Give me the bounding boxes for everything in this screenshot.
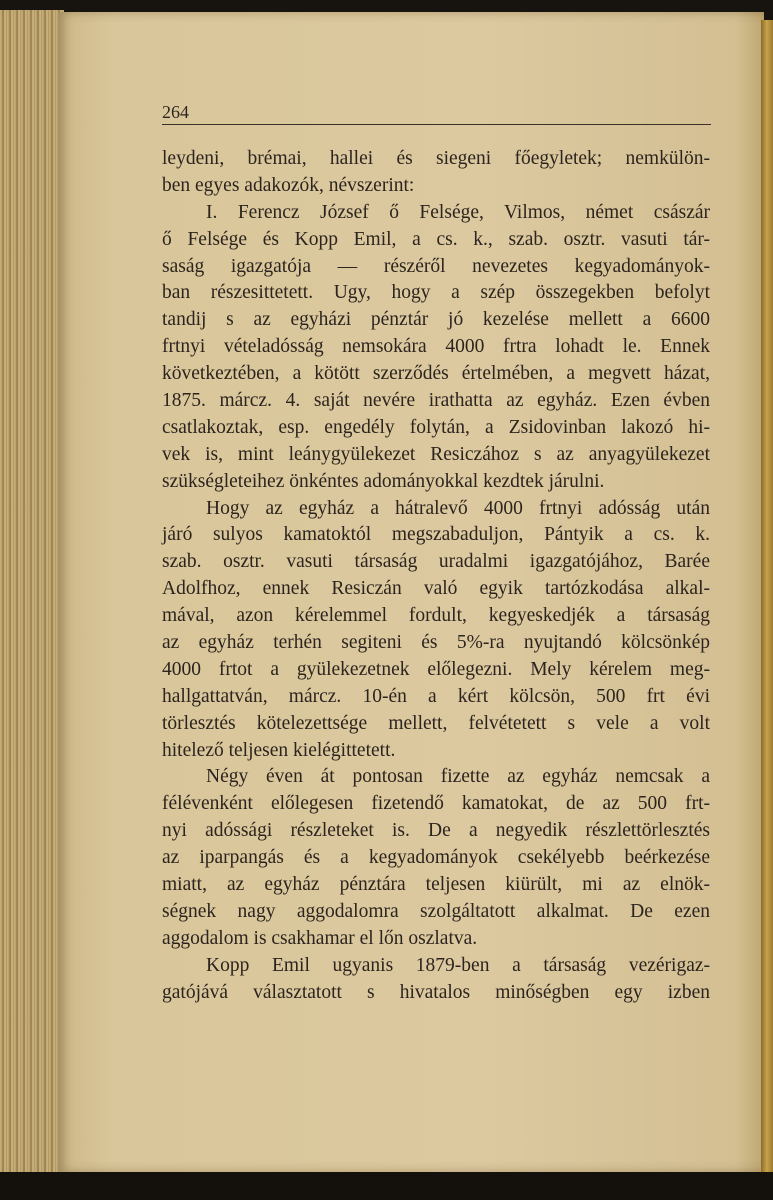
text-line: félévenként előlegesen fizetendő kamatokat, de az 500 frt-	[162, 793, 710, 815]
text-line: leydeni, brémai, hallei és siegeni főegyletek; nemkülön-	[162, 148, 710, 169]
text-line: ségnek nagy aggodalomra szolgáltatott alkalmat. De ezen	[162, 900, 710, 922]
text-line: járó sulyos kamatoktól megszabaduljon, Pántyik a cs. k.	[162, 524, 710, 546]
book-page-edges	[0, 10, 64, 1180]
bottom-background	[0, 1172, 773, 1200]
text-line: vek is, mint leánygyülekezet Resiczához s az anyagyülekezet	[162, 443, 710, 465]
text-line: nyi adóssági részleteket is. De a negyedik részlettörlesztés	[162, 820, 710, 842]
text-line: Négy éven át pontosan fizette az egyház nemcsak a	[206, 766, 710, 788]
text-line: hitelező teljesen kielégittetett.	[162, 739, 396, 761]
text-line: szab. osztr. vasuti társaság uradalmi igazgatójához, Barée	[162, 551, 710, 573]
text-line: frtnyi vételadósság nemsokára 4000 frtra lohadt le. Ennek	[162, 336, 710, 358]
text-line: Adolfhoz, ennek Resiczán való egyik tartózkodása alkal-	[162, 578, 710, 600]
text-line: aggodalom is csakhamar el lőn oszlatva.	[162, 927, 478, 949]
text-line: gatójává választatott s hivatalos minőségben egy izben	[162, 981, 710, 1003]
text-line: szükségleteihez önkéntes adományokkal kezdtek járulni.	[162, 470, 605, 492]
text-line: 1875. márcz. 4. saját nevére irathatta az egyház. Ezen évben	[162, 390, 710, 412]
text-line: ban részesittetett. Ugy, hogy a szép összegekben befolyt	[162, 282, 710, 304]
text-line: Hogy az egyház a hátralevő 4000 frtnyi adósság után	[206, 497, 710, 519]
text-line: mával, azon kérelemmel fordult, kegyeskedjék a társaság	[162, 605, 710, 627]
text-line: tandij s az egyházi pénztár jó kezelése mellett a 6600	[162, 309, 710, 331]
text-line: az iparpangás és a kegyadományok csekélyebb beérkezése	[162, 847, 710, 869]
text-line: hallgattatván, márcz. 10-én a kért kölcsön, 500 frt évi	[162, 685, 710, 707]
text-line: saság igazgatója — részéről nevezetes kegyadományok-	[162, 255, 710, 277]
text-line: ben egyes adakozók, névszerint:	[162, 174, 415, 196]
header-rule	[162, 124, 711, 125]
text-line: csatlakoztak, esp. engedély folytán, a Zsidovinban lakozó hi-	[162, 416, 710, 438]
right-binding-edge	[761, 20, 773, 1180]
text-line: következtében, a kötött szerződés értelmében, a megvett házat,	[162, 363, 710, 385]
text-line: I. Ferencz József ő Felsége, Vilmos, német császár	[206, 201, 710, 223]
text-line: Kopp Emil ugyanis 1879-ben a társaság vezérigaz-	[206, 954, 710, 976]
text-line: 4000 frtot a gyülekezetnek előlegezni. Mely kérelem meg-	[162, 658, 710, 680]
text-line: törlesztés kötelezettsége mellett, felvétetett s vele a volt	[162, 712, 710, 734]
text-line: ő Felsége és Kopp Emil, a cs. k., szab. osztr. vasuti tár-	[162, 228, 710, 250]
text-line: miatt, az egyház pénztára teljesen kiürült, mi az elnök-	[162, 874, 710, 896]
text-line: az egyház terhén segiteni és 5%-ra nyujtandó kölcsönkép	[162, 632, 710, 654]
page-number: 264	[162, 102, 189, 122]
body-text	[162, 146, 710, 1007]
